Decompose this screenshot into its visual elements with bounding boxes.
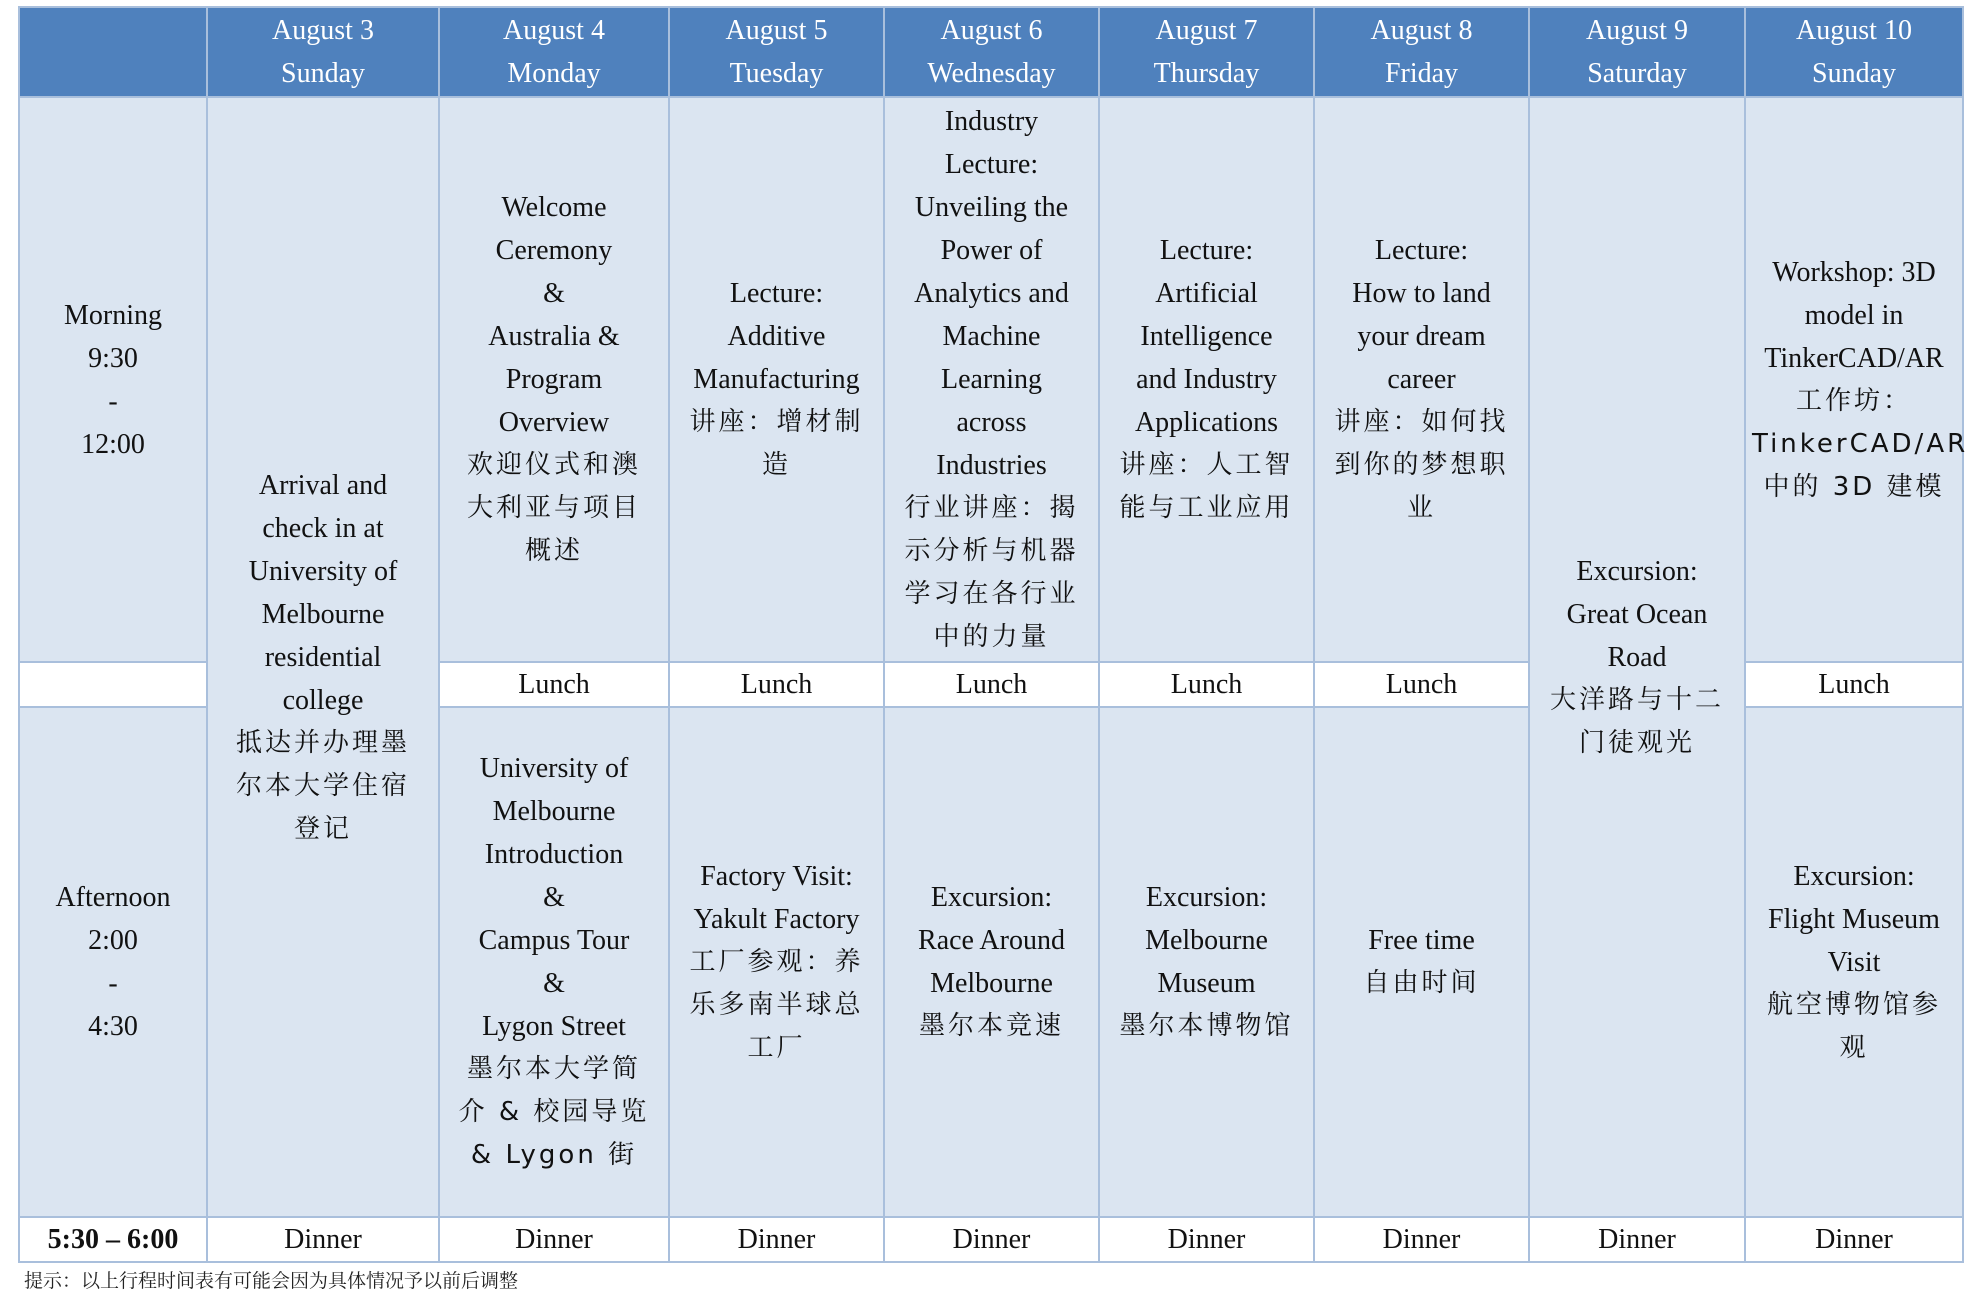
dinner-aug9: Dinner [1529, 1217, 1745, 1262]
cell-text-en: residential [264, 641, 382, 673]
aug5-afternoon-cell [669, 707, 884, 1217]
schedule-wrapper [18, 6, 1969, 1263]
header-aug7: August 7 Thursday [1099, 7, 1314, 97]
cell-text-en: Overview [498, 407, 610, 438]
cell-text-zh: 讲座：人工智 [1119, 450, 1294, 480]
cell-text-en: Factory Visit: [700, 860, 853, 892]
cell-text-en: Melbourne [1145, 925, 1268, 956]
aug8-morning-cell [1314, 97, 1529, 662]
cell-text-en: your dream [1357, 321, 1486, 352]
dinner-aug3: Dinner [207, 1217, 439, 1262]
cell-text-en: across [956, 407, 1027, 438]
cell-text-en: & [543, 278, 565, 309]
dinner-time-label: 5:30 – 6:00 [19, 1217, 207, 1262]
cell-text-zh: 行业讲座：揭 [904, 493, 1079, 523]
cell-text-en: Melbourne [492, 796, 616, 827]
cell-text-zh: 尔本大学住宿 [235, 770, 410, 801]
afternoon-label: Afternoon 2:00 - 4:30 [19, 707, 207, 1217]
cell-text-zh: 自由时间 [1363, 968, 1480, 998]
header-row [19, 7, 1963, 97]
header-aug10: August 10 Sunday [1745, 7, 1963, 97]
cell-text-zh: 讲座：如何找 [1334, 407, 1509, 437]
cell-text-en: Industries [936, 450, 1047, 481]
cell-text-en: career [1387, 364, 1456, 395]
cell-text-zh: 乐多南半球总 [689, 989, 864, 1020]
cell-text-zh: TinkerCAD/AR [1752, 428, 1969, 459]
cell-text-en: Museum [1157, 968, 1256, 999]
cell-text-en: University of [248, 555, 398, 587]
lunch-aug7: Lunch [1099, 662, 1314, 707]
cell-text-en: Excursion: [930, 882, 1053, 913]
aug7-morning-cell [1099, 97, 1314, 662]
cell-text-en: Learning [940, 364, 1043, 395]
cell-text-en: Great Ocean [1566, 598, 1708, 630]
cell-text-en: Introduction [484, 839, 624, 870]
cell-text-zh: 工厂参观：养 [689, 946, 864, 977]
cell-text-en: Ceremony [495, 235, 613, 266]
cell-text-en: Artificial [1155, 278, 1258, 309]
dinner-aug4: Dinner [439, 1217, 669, 1262]
cell-text-en: Lecture: [1159, 235, 1254, 266]
cell-text-zh: 墨尔本竞速 [918, 1011, 1064, 1041]
cell-text-en: college [282, 684, 364, 716]
cell-text-zh: 欢迎仪式和澳 [466, 450, 641, 480]
aug10-morning-cell [1745, 97, 1969, 662]
cell-text-en: Lecture: [729, 278, 824, 309]
dinner-aug6: Dinner [884, 1217, 1099, 1262]
cell-text-zh: 到你的梦想职 [1334, 450, 1509, 480]
dinner-aug10: Dinner [1745, 1217, 1963, 1262]
cell-text-zh: & Lygon 街 [470, 1140, 638, 1170]
header-aug8: August 8 Friday [1314, 7, 1529, 97]
cell-text-zh: 介 & 校园导览 [458, 1097, 650, 1127]
cell-text-en: Industry [944, 106, 1039, 137]
cell-text-zh: 工作坊： [1795, 385, 1912, 416]
schedule-table [18, 6, 1969, 1263]
aug4-morning-cell [439, 97, 669, 662]
cell-text-zh: 中的 3D 建模 [1763, 471, 1945, 502]
cell-text-en: Manufacturing [693, 364, 860, 395]
cell-text-en: model in [1804, 299, 1904, 331]
cell-text-en: Arrival and [258, 469, 388, 501]
cell-text-en: Unveiling the [914, 192, 1069, 223]
cell-text-en: & [543, 968, 565, 999]
aug7-afternoon-cell [1099, 707, 1314, 1217]
lunch-aug6: Lunch [884, 662, 1099, 707]
cell-text-en: Flight Museum [1768, 903, 1940, 935]
cell-text-en: Program [505, 364, 603, 395]
cell-text-zh: 能与工业应用 [1119, 493, 1294, 523]
cell-text-en: Visit [1827, 946, 1881, 978]
cell-text-en: Additive [727, 321, 826, 352]
cell-text-zh: 墨尔本大学简 [466, 1054, 641, 1084]
morning-label: Morning 9:30 - 12:00 [19, 97, 207, 662]
lunch-aug10: Lunch [1745, 662, 1963, 707]
aug6-afternoon-cell [884, 707, 1099, 1217]
header-aug3: August 3 Sunday [207, 7, 439, 97]
cell-text-en: University of [479, 753, 629, 784]
lunch-aug8: Lunch [1314, 662, 1529, 707]
cell-text-en: Lecture: [1374, 235, 1469, 266]
aug6-morning-cell [884, 97, 1099, 662]
cell-text-en: Free time [1368, 925, 1475, 956]
cell-text-zh: 工厂 [747, 1032, 806, 1063]
cell-text-zh: 讲座：增材制 [689, 407, 864, 437]
lunch-aug5: Lunch [669, 662, 884, 707]
cell-text-zh: 业 [1406, 493, 1436, 523]
morning-row [19, 97, 1963, 662]
cell-text-zh: 大洋路与十二 [1549, 684, 1724, 715]
cell-text-en: How to land [1352, 278, 1491, 309]
aug3-arrival-cell [207, 97, 439, 1217]
cell-text-en: Machine [942, 321, 1041, 352]
cell-text-en: Workshop: 3D [1772, 256, 1936, 288]
cell-text-zh: 观 [1839, 1032, 1869, 1063]
cell-text-zh: 示分析与机器 [904, 536, 1079, 566]
lunch-label-blank [19, 662, 207, 707]
cell-text-en: Australia & [488, 321, 620, 352]
aug8-afternoon-cell [1314, 707, 1529, 1217]
cell-text-en: Intelligence [1140, 321, 1273, 352]
cell-text-en: TinkerCAD/AR [1764, 342, 1944, 374]
cell-text-en: Melbourne [261, 598, 385, 630]
cell-text-en: Campus Tour [478, 925, 630, 956]
cell-text-en: and Industry [1136, 364, 1277, 395]
cell-text-zh: 门徒观光 [1578, 727, 1695, 758]
cell-text-en: check in at [262, 512, 384, 544]
aug4-afternoon-cell [439, 707, 669, 1217]
cell-text-en: Welcome [501, 192, 607, 223]
dinner-row [19, 1217, 1963, 1262]
header-corner [19, 7, 207, 97]
header-aug4: August 4 Monday [439, 7, 669, 97]
dinner-aug8: Dinner [1314, 1217, 1529, 1262]
cell-text-zh: 抵达并办理墨 [235, 727, 410, 758]
header-aug9: August 9 Saturday [1529, 7, 1745, 97]
cell-text-zh: 概述 [524, 536, 583, 566]
cell-text-en: Excursion: [1145, 882, 1268, 913]
cell-text-en: Analytics and [914, 278, 1069, 309]
cell-text-en: Yakult Factory [693, 903, 860, 935]
cell-text-en: Excursion: [1793, 860, 1915, 892]
cell-text-zh: 大利亚与项目 [466, 493, 641, 523]
cell-text-zh: 中的力量 [933, 622, 1050, 652]
aug9-excursion-cell [1529, 97, 1745, 1217]
cell-text-zh: 学习在各行业 [904, 579, 1079, 609]
cell-text-en: Applications [1134, 407, 1279, 438]
cell-text-zh: 登记 [293, 813, 352, 844]
cell-text-en: Melbourne [930, 968, 1053, 999]
cell-text-zh: 墨尔本博物馆 [1119, 1011, 1294, 1041]
cell-text-en: & [543, 882, 565, 913]
header-aug5: August 5 Tuesday [669, 7, 884, 97]
cell-text-en: Excursion: [1576, 555, 1698, 587]
cell-text-en: Race Around [918, 925, 1065, 956]
dinner-aug7: Dinner [1099, 1217, 1314, 1262]
cell-text-en: Lecture: [944, 149, 1039, 180]
cell-text-zh: 航空博物馆参 [1766, 989, 1941, 1020]
schedule-footnote: 提示：以上行程时间表有可能会因为具体情况予以前后调整 [24, 1270, 519, 1292]
cell-text-en: Power of [940, 235, 1043, 266]
header-aug6: August 6 Wednesday [884, 7, 1099, 97]
cell-text-en: Lygon Street [482, 1011, 626, 1042]
cell-text-en: Road [1607, 641, 1667, 673]
dinner-aug5: Dinner [669, 1217, 884, 1262]
aug5-morning-cell [669, 97, 884, 662]
cell-text-zh: 造 [761, 450, 791, 480]
aug10-afternoon-cell [1745, 707, 1963, 1217]
lunch-aug4: Lunch [439, 662, 669, 707]
